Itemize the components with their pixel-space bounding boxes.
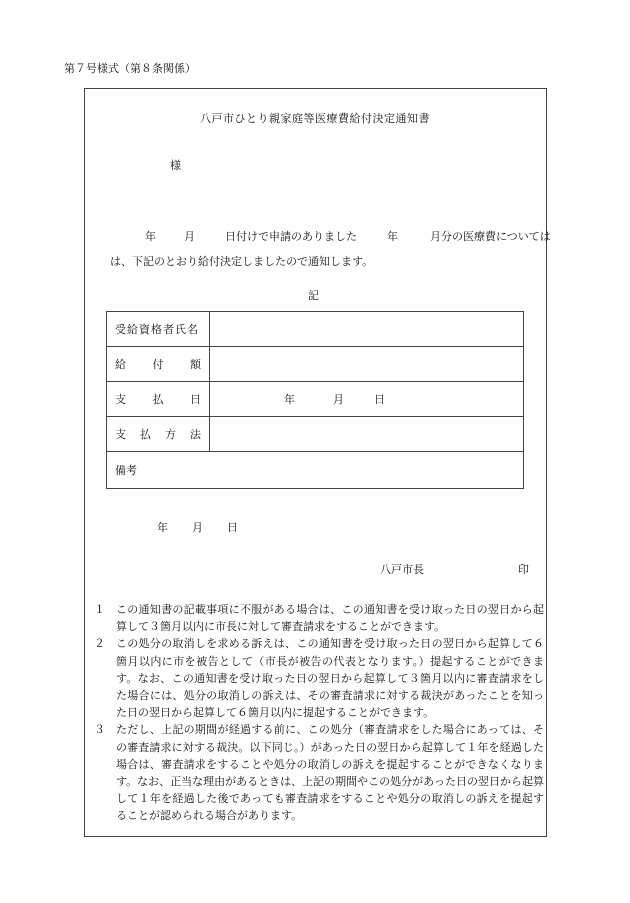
list-item: １ この通知書の記載事項に不服がある場合は、この通知書を受け取った日の翌日から起算して３箇月以内に市長に対して審査請求をすることができます。 bbox=[94, 603, 544, 634]
table-row bbox=[107, 452, 524, 489]
ki-heading: 記 bbox=[308, 289, 319, 302]
remarks-cell bbox=[107, 452, 524, 489]
value-recipient-name bbox=[210, 312, 524, 347]
label-benefit-amount: 給 付 額 bbox=[107, 347, 210, 382]
addressee-suffix: 様 bbox=[170, 159, 181, 172]
notes-section bbox=[94, 601, 544, 825]
issuer-name: 八戸市長 bbox=[380, 563, 424, 576]
document-title: 八戸市ひとり親家庭等医療費給付決定通知書 bbox=[200, 112, 430, 125]
table-row bbox=[107, 347, 524, 382]
intro-day-suffix: 日付けで申請のありました bbox=[225, 230, 357, 243]
intro-month-suffix: 月分の医療費については bbox=[430, 230, 551, 243]
label-payment-method: 支 払 方 法 bbox=[107, 417, 210, 452]
intro-month: 月 bbox=[184, 230, 195, 243]
value-payment-date: 年 月 日 bbox=[210, 382, 524, 417]
intro-year: 年 bbox=[145, 230, 156, 243]
intro-line-2: は、下記のとおり給付決定しましたので通知します。 bbox=[110, 255, 374, 268]
table-row bbox=[107, 312, 524, 347]
list-item: ２ この処分の取消しを求める訴えは、この通知書を受け取った日の翌日から起算して６箇月以内に市を被告として（市長が被告の代表となります。）提起することができます。なお、この通知書を受け取った日の翌日から起算して３箇月以内に審査請求をした場合には、処分の取消しの訴えは、その審査請求に対する裁決があったことを知った日の翌日から起算して６箇月以内に提起することができます。 bbox=[94, 637, 544, 720]
value-payment-method bbox=[210, 417, 524, 452]
label-recipient-name: 受給資格者氏名 bbox=[107, 312, 210, 347]
label-remarks: 備考 bbox=[115, 464, 137, 477]
list-item: ３ ただし、上記の期間が経過する前に、この処分（審査請求をした場合にあっては、その審査請求に対する裁決。以下同じ。）があった日の翌日から起算して１年を経過した場合は、審査請求をすることや処分の取消しの訴えを提起することができなくなります。なお、正当な理由があるときは、上記の期間やこの処分があった日の翌日から起算して１年を経過した後であっても審査請求をすることや処分の取消しの訴えを提起することが認められる場合があります。 bbox=[94, 723, 545, 823]
table-row bbox=[107, 417, 524, 452]
value-benefit-amount bbox=[210, 347, 524, 382]
form-number: 第７号様式（第８条関係） bbox=[64, 62, 196, 75]
table-row bbox=[107, 382, 524, 417]
label-payment-date: 支 払 日 bbox=[107, 382, 210, 417]
info-table bbox=[106, 311, 524, 489]
intro-line-1 bbox=[145, 228, 551, 244]
seal-mark: 印 bbox=[518, 563, 529, 576]
issue-date: 年 月 日 bbox=[157, 521, 238, 534]
intro-year2: 年 bbox=[387, 230, 398, 243]
